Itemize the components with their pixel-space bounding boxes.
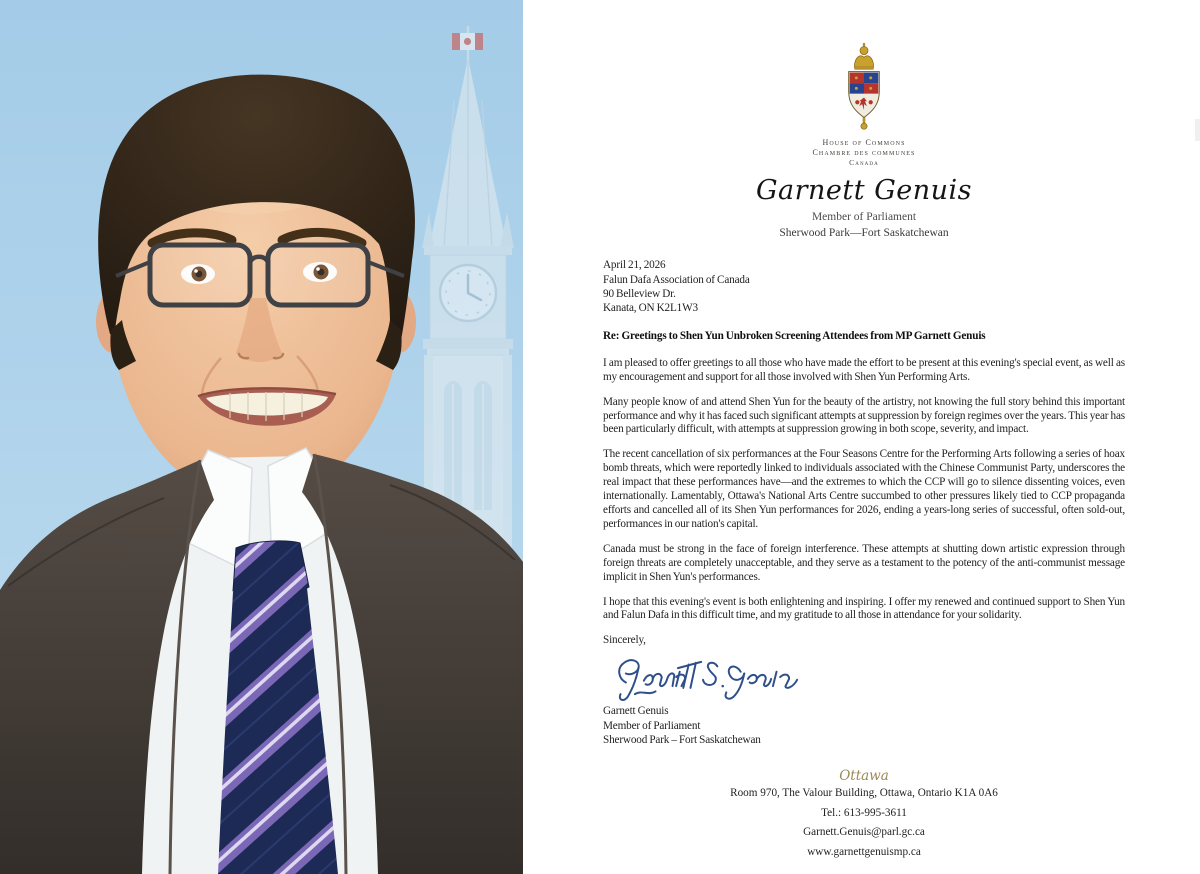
footer-email: Garnett.Genuis@parl.gc.ca [803,826,925,839]
mp-name: Garnett Genuis [755,175,973,206]
office-footer [603,768,1125,862]
footer-tel: Tel.: 613-995-3611 [821,806,907,819]
letter-page [523,0,1200,874]
recipient-street: 90 Belleview Dr. [603,287,676,300]
recipient-address [603,273,1125,315]
recipient-org: Falun Dafa Association of Canada [603,273,750,286]
mp-riding: Sherwood Park—Fort Saskatchewan [779,226,949,239]
paragraph-2: Many people know of and attend Shen Yun for the beauty of the artistry, not knowing the full story behind this important performance and why it has faced such significant attempts at suppression by foreign regimes over the years. This year has been particularly difficult, with attempts at suppression growing in both scope, severity, and impact. [603,395,1125,436]
letter-date: April 21, 2026 [603,259,666,271]
paragraph-1: I am pleased to offer greetings to all those who have made the effort to be present at this evening's special event, as well as my encouragement and support for all those involved with Shen Yun Performing Arts. [603,356,1125,383]
signer-name: Garnett Genuis [603,705,669,718]
photo-pane [0,0,523,874]
mp-portrait-photo [0,0,523,874]
signer-title: Member of Parliament [603,719,701,732]
house-of-commons-crest [833,42,895,130]
paragraph-5: I hope that this evening's event is both enlightening and inspiring. I offer my renewed and continued support to Shen Yun and Falun Dafa in this difficult time, and my gratitude to all those in attendance for your solidarity. [603,595,1125,622]
paragraph-3: The recent cancellation of six performances at the Four Seasons Centre for the Performing Arts following a series of hoax bomb threats, which were reportedly linked to individuals associated with the Chinese Communist Party, underscores the real impact that these performances have—and the extremes to which the CCP will go to silence dissenting voices, even internationally. Lamentably, Ottawa's National Arts Centre succumbed to other pressures likely tied to CCP propaganda efforts and cancelled all of its Shen Yun performances for 2026, ending a years-long series of successful, often sold-out, performances in our nation's capital. [603,448,1125,530]
signature-block [603,704,1125,747]
footer-website: www.garnettgenuismp.ca [807,845,921,858]
org-line-country: Canada [849,158,879,167]
subject-line: Re: Greetings to Shen Yun Unbroken Screening Attendees from MP Garnett Genuis [603,329,986,342]
canada-flag-icon [452,33,483,50]
edge-artifact [1195,119,1200,141]
footer-city: Ottawa [839,768,889,785]
paragraph-4: Canada must be strong in the face of foreign interference. These attempts at shutting down artistic expression through foreign threats are completely unacceptable, and they serve as a testament to the potency of the anti-communist message implicit in Shen Yun's performances. [603,542,1125,583]
recipient-city: Kanata, ON K2L1W3 [603,301,698,314]
mp-title: Member of Parliament [811,211,917,223]
signer-riding: Sherwood Park – Fort Saskatchewan [603,734,761,747]
letterhead [603,0,1125,239]
footer-address: Room 970, The Valour Building, Ottawa, Ontario K1A 0A6 [730,787,998,800]
org-line-en: House of Commons [822,138,906,147]
signature [605,652,810,704]
org-line-fr: Chambre des communes [812,148,916,157]
letter-body [603,259,1125,747]
closing: Sincerely, [603,634,646,647]
